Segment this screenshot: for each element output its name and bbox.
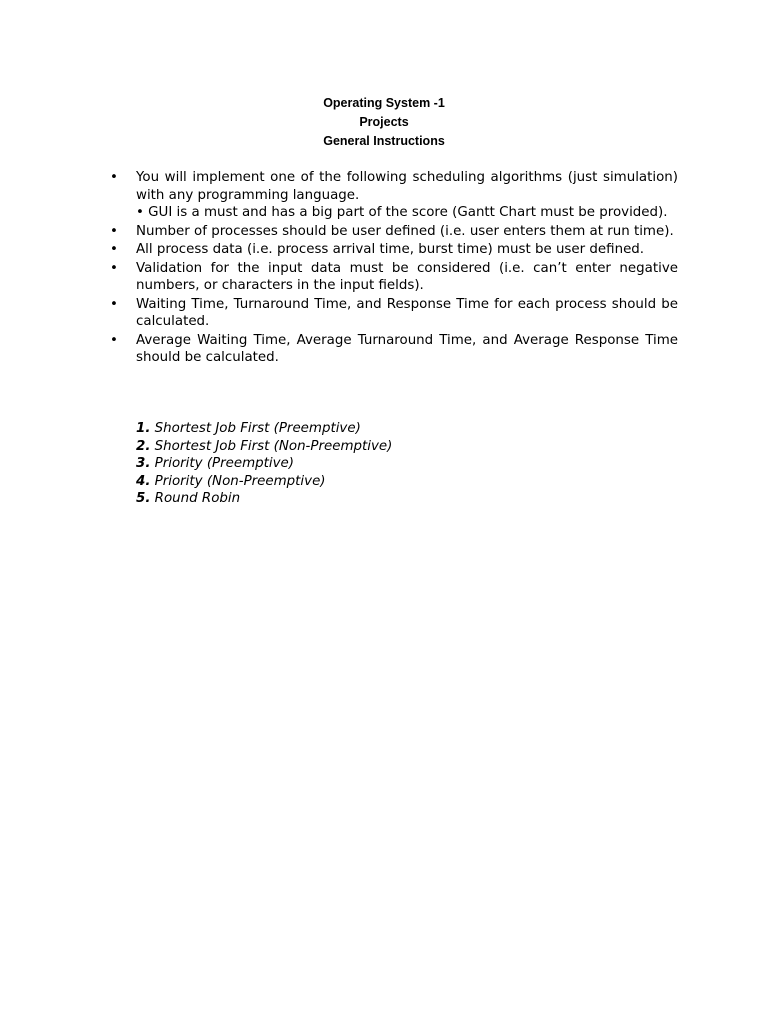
- bullet-icon: •: [110, 223, 118, 239]
- algorithm-name: Priority (Non-Preemptive): [154, 473, 326, 489]
- algorithm-number: 4.: [136, 473, 151, 489]
- bullet-icon: •: [110, 242, 118, 257]
- algorithm-item: [136, 473, 392, 491]
- algorithms-list: [136, 420, 392, 508]
- algorithm-name: Shortest Job First (Non-Preemptive): [154, 438, 393, 454]
- section-title: Projects: [359, 115, 409, 129]
- algorithm-number: 2.: [136, 438, 151, 454]
- list-item: [108, 296, 678, 331]
- list-item: [108, 241, 678, 259]
- algorithm-number: 5.: [136, 491, 151, 506]
- bullet-icon: •: [110, 296, 118, 312]
- bullet-icon: •: [110, 260, 118, 276]
- algorithm-item: [136, 420, 392, 438]
- algorithm-name: Priority (Preemptive): [154, 456, 295, 471]
- instruction-text: Number of processes should be user defined (i.e. user enters them at run time).: [136, 223, 674, 239]
- bullet-icon: •: [110, 332, 118, 348]
- list-item: [108, 169, 678, 222]
- instruction-text: Waiting Time, Turnaround Time, and Response Time for each process should be calculated.: [136, 296, 678, 329]
- bullet-icon: •: [110, 170, 118, 185]
- algorithm-name: Shortest Job First (Preemptive): [154, 421, 361, 436]
- instructions-list: [108, 169, 678, 368]
- algorithm-item: [136, 438, 392, 456]
- algorithm-number: 3.: [136, 456, 151, 471]
- instruction-text: All process data (i.e. process arrival time, burst time) must be user defined.: [136, 242, 645, 257]
- instruction-text: Validation for the input data must be considered (i.e. can’t enter negative numbers, or characters in the input fields).: [136, 260, 678, 293]
- instruction-text: Average Waiting Time, Average Turnaround Time, and Average Response Time should be calculated.: [136, 332, 678, 365]
- algorithm-item: [136, 490, 392, 508]
- course-title: Operating System -1: [323, 96, 445, 110]
- list-item: [108, 260, 678, 295]
- algorithm-number: 1.: [136, 421, 151, 436]
- subsection-title: General Instructions: [323, 134, 445, 148]
- instruction-text: You will implement one of the following scheduling algorithms (just simulation) with any programming language.: [136, 170, 678, 203]
- algorithm-item: [136, 455, 392, 473]
- list-item: [108, 332, 678, 367]
- sub-instruction-text: • GUI is a must and has a big part of the score (Gantt Chart must be provided).: [136, 205, 668, 220]
- list-item: [108, 223, 678, 241]
- algorithm-name: Round Robin: [154, 491, 241, 506]
